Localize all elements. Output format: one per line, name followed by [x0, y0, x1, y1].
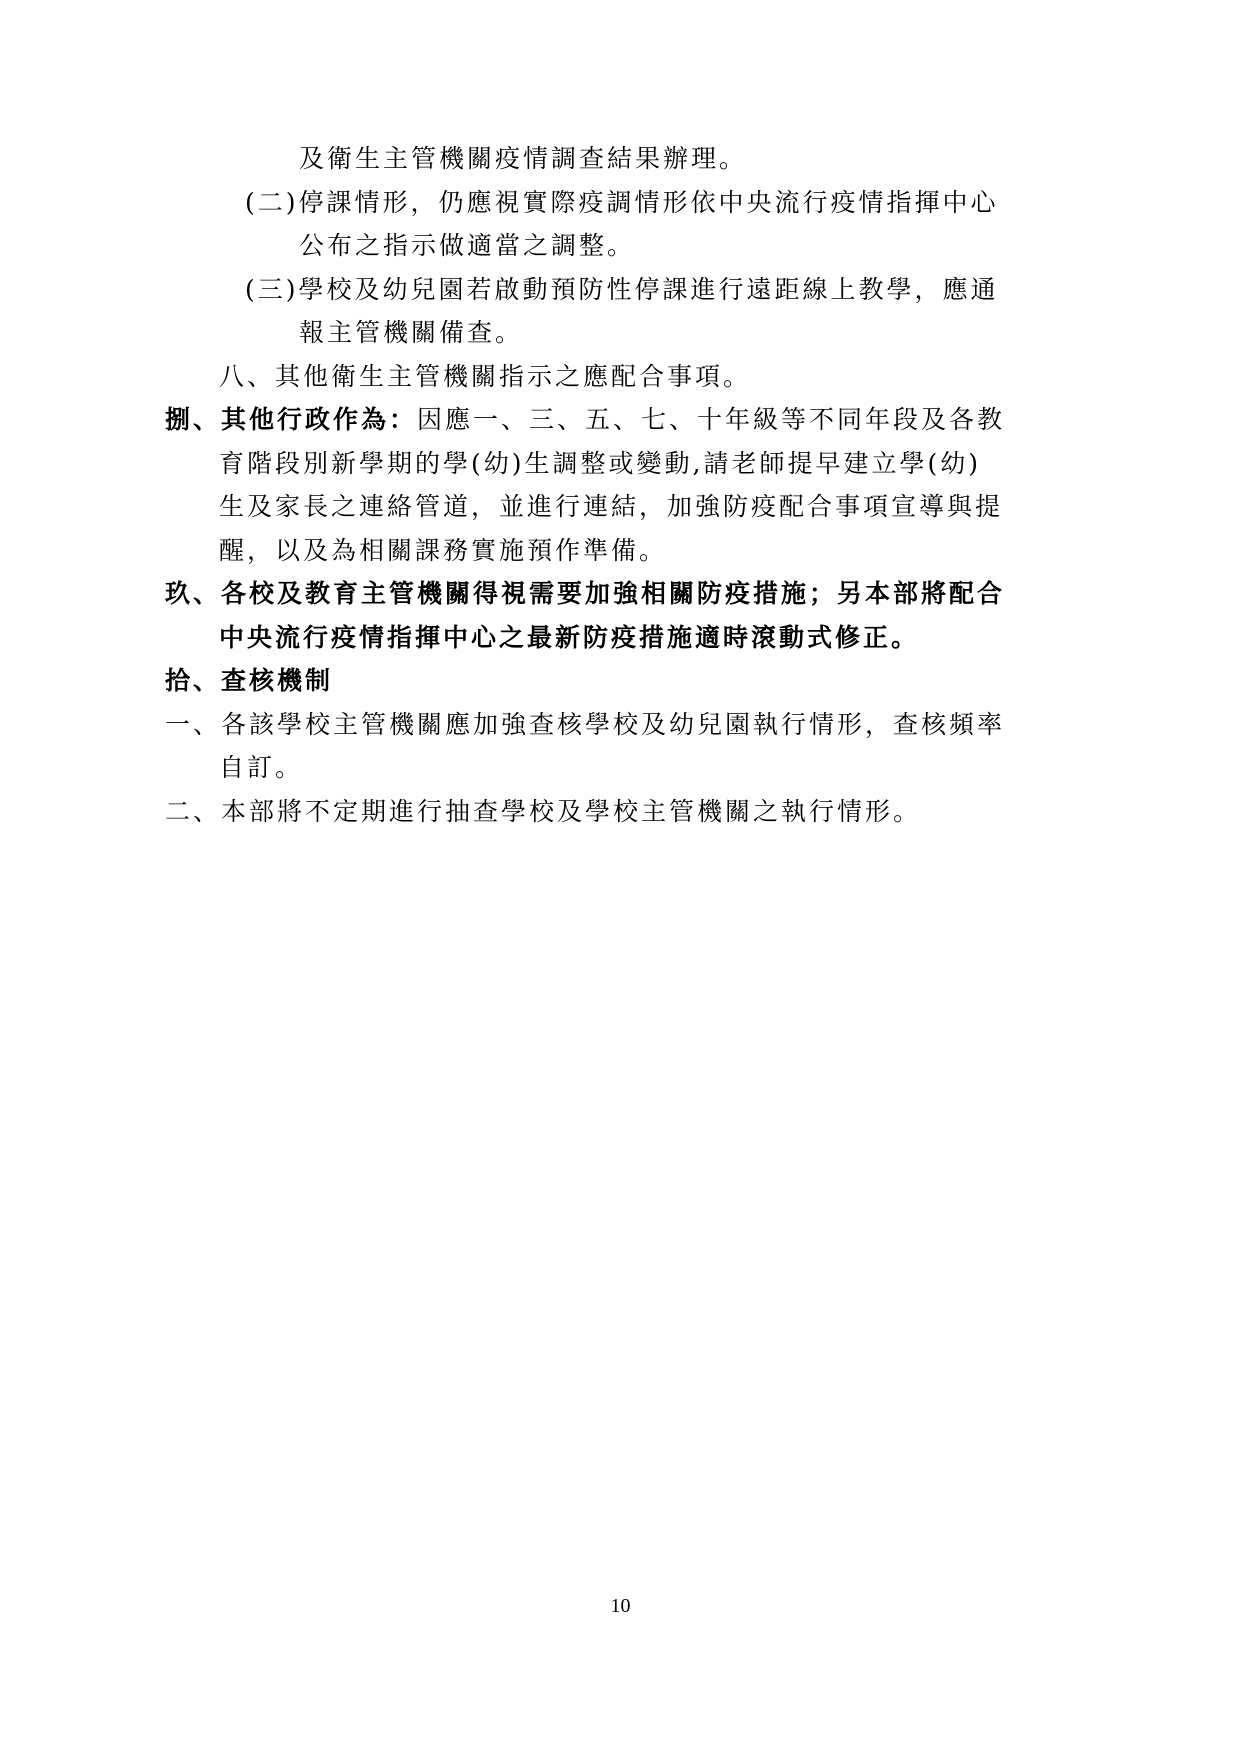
section-8-first-line	[165, 405, 1005, 435]
section-9-line: 玖、各校及教育主管機關得視需要加強相關防疫措施；另本部將配合	[165, 579, 1006, 608]
section-9-line: 中央流行疫情指揮中心之最新防疫措施適時滾動式修正。	[219, 623, 920, 652]
text-line: 及衛生主管機關疫情調查結果辦理。	[299, 144, 748, 173]
section-8-text: 因應一、三、五、七、十年級等不同年段及各教	[417, 405, 1006, 434]
section-8-line: 育階段別新學期的學(幼)生調整或變動,請老師提早建立學(幼)	[219, 449, 981, 478]
section-10-item-1-cont: 自訂。	[219, 753, 304, 782]
section-8-line: 醒，以及為相關課務實施預作準備。	[219, 536, 668, 565]
section-10-item-1: 一、各該學校主管機關應加強查核學校及幼兒園執行情形，查核頻率	[165, 710, 1006, 739]
section-10-item-2: 二、本部將不定期進行抽查學校及學校主管機關之執行情形。	[165, 797, 922, 826]
section-10-heading: 拾、查核機制	[165, 666, 334, 695]
section-8-line: 生及家長之連絡管道，並進行連結，加強防疫配合事項宣導與提	[219, 492, 1004, 521]
text-line: 公布之指示做適當之調整。	[299, 231, 636, 260]
page-number: 10	[610, 1595, 631, 1617]
item-eight: 八、其他衛生主管機關指示之應配合事項。	[219, 362, 752, 391]
section-8-heading: 捌、其他行政作為：	[165, 405, 418, 434]
list-item-2: (二)停課情形，仍應視實際疫調情形依中央流行疫情指揮中心	[245, 188, 999, 217]
text-line: 報主管機關備查。	[299, 318, 524, 347]
list-item-3: (三)學校及幼兒園若啟動預防性停課進行遠距線上教學，應通	[245, 275, 999, 304]
